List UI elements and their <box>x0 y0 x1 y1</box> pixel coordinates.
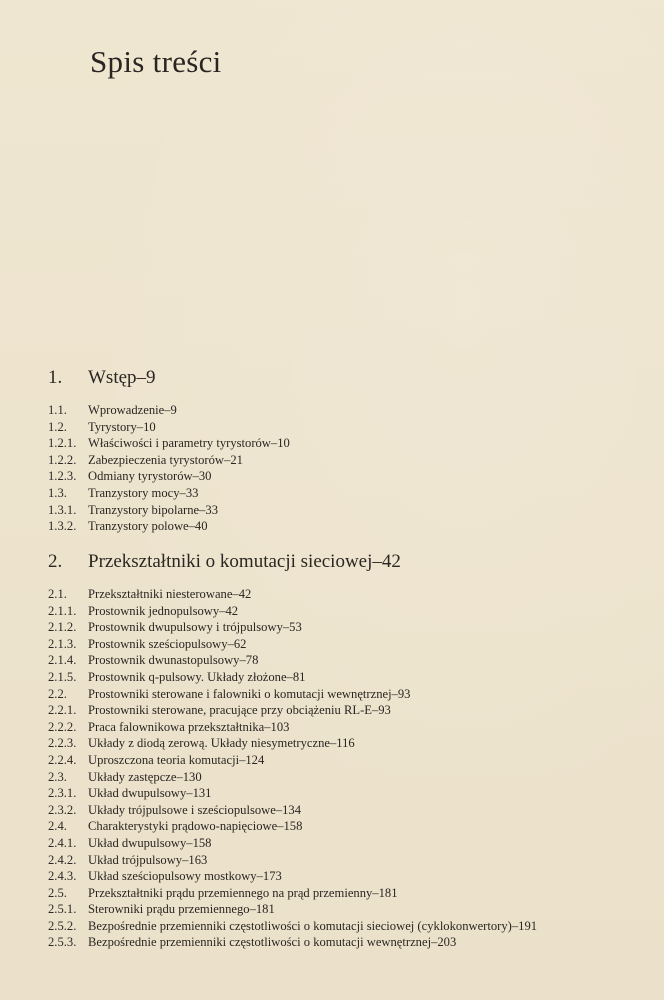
toc-entry-title: Prostowniki sterowane, pracujące przy obciążeniu RL-E–93 <box>88 703 391 718</box>
toc-entry-number: 1.2.2. <box>48 452 77 467</box>
toc-entry-title: Charakterystyki prądowo-napięciowe–158 <box>88 819 303 834</box>
toc-entry-title: Wprowadzenie–9 <box>88 403 177 417</box>
toc-entry <box>48 619 644 636</box>
toc-entry <box>48 603 644 620</box>
toc-entry-title: Prostownik sześciopulsowy–62 <box>88 636 247 651</box>
chapter-number: 1. <box>48 367 63 388</box>
toc-entry-title: Prostownik jednopulsowy–42 <box>88 603 239 618</box>
toc-entry-title: Przekształtniki niesterowane–42 <box>88 587 252 601</box>
toc-entry-number: 1.3. <box>48 485 67 500</box>
toc-entry-title: Układy z diodą zerową. Układy niesymetryczne–116 <box>88 736 355 751</box>
toc-entry-number: 2.3.2. <box>48 802 77 817</box>
toc-entry-title: Praca falownikowa przekształtnika–103 <box>88 719 290 734</box>
toc-entry-title: Uproszczona teoria komutacji–124 <box>88 752 265 767</box>
chapter-title: Wstęp–9 <box>88 367 156 388</box>
toc-entry-number: 2.4.1. <box>48 835 77 850</box>
toc-entry-number: 2.3. <box>48 769 67 784</box>
toc-entry-title: Zabezpieczenia tyrystorów–21 <box>88 452 243 467</box>
toc-entry-number: 1.3.1. <box>48 502 77 517</box>
toc-entry-number: 2.5.2. <box>48 918 77 933</box>
toc-entry-number: 2.2.2. <box>48 719 77 734</box>
toc-entry-number: 2.2. <box>48 686 67 701</box>
toc-entry-number: 1.2. <box>48 419 67 434</box>
toc-entry <box>48 818 644 835</box>
toc-entry-number: 1.2.1. <box>48 436 77 451</box>
chapter-entries <box>48 586 644 951</box>
toc-entry-title: Prostownik q-pulsowy. Układy złożone–81 <box>88 669 306 684</box>
toc-entry-number: 2.5. <box>48 885 67 900</box>
toc-entry-title: Tranzystory bipolarne–33 <box>88 502 219 517</box>
chapter-1 <box>48 367 644 535</box>
toc-entry <box>48 686 644 703</box>
toc-entry <box>48 835 644 852</box>
toc-entry-number: 2.4. <box>48 819 67 834</box>
toc-entry-title: Prostowniki sterowane i falowniki o komutacji wewnętrznej–93 <box>88 686 411 701</box>
toc-entry-number: 2.2.3. <box>48 736 77 751</box>
toc-entry <box>48 785 644 802</box>
page-title: Spis treści <box>90 44 222 79</box>
toc-entry <box>48 468 644 485</box>
toc-entry <box>48 769 644 786</box>
toc-entry <box>48 752 644 769</box>
toc-entry-number: 2.1.2. <box>48 620 77 635</box>
toc-entry <box>48 702 644 719</box>
toc-entry <box>48 868 644 885</box>
toc-entry-title: Bezpośrednie przemienniki częstotliwości o komutacji sieciowej (cyklokonwertory)–191 <box>88 918 538 933</box>
toc-entry-title: Tyrystory–10 <box>88 419 156 434</box>
chapter-heading <box>48 551 644 577</box>
toc-entry <box>48 402 644 419</box>
toc-entry <box>48 435 644 452</box>
toc-entry-title: Właściwości i parametry tyrystorów–10 <box>88 436 290 451</box>
toc-entry <box>48 719 644 736</box>
chapter-heading <box>48 367 644 393</box>
toc-entry-title: Tranzystory mocy–33 <box>88 485 199 500</box>
toc-entry <box>48 586 644 603</box>
toc-entry-title: Układ dwupulsowy–131 <box>88 786 212 801</box>
toc-entry-title: Prostownik dwunastopulsowy–78 <box>88 653 259 668</box>
toc-entry-title: Układ dwupulsowy–158 <box>88 835 212 850</box>
chapter-2 <box>48 551 644 951</box>
toc-entry-title: Bezpośrednie przemienniki częstotliwości o komutacji wewnętrznej–203 <box>88 935 457 950</box>
toc-entry <box>48 918 644 935</box>
toc-entry-title: Układ trójpulsowy–163 <box>88 852 208 867</box>
toc-entry <box>48 885 644 902</box>
toc-entry <box>48 419 644 436</box>
toc-entry <box>48 502 644 519</box>
toc-entry-number: 2.1.5. <box>48 669 77 684</box>
toc-entry-number: 2.4.2. <box>48 852 77 867</box>
toc-entry <box>48 452 644 469</box>
chapter-entries <box>48 402 644 535</box>
toc-entry-number: 2.1. <box>48 587 67 601</box>
toc-entry-number: 2.1.3. <box>48 636 77 651</box>
toc-entry-number: 1.2.3. <box>48 469 77 484</box>
chapter-title: Przekształtniki o komutacji sieciowej–42 <box>88 551 401 572</box>
toc-entry <box>48 901 644 918</box>
toc-entry-number: 2.2.1. <box>48 703 77 718</box>
toc-entry-title: Tranzystory polowe–40 <box>88 519 208 534</box>
toc-entry-title: Układy zastępcze–130 <box>88 769 202 784</box>
toc-entry <box>48 934 644 951</box>
toc-entry-number: 1.3.2. <box>48 519 77 534</box>
toc-entry <box>48 652 644 669</box>
toc-entry <box>48 485 644 502</box>
toc-entry-title: Przekształtniki prądu przemiennego na prąd przemienny–181 <box>88 885 398 900</box>
toc-entry-title: Prostownik dwupulsowy i trójpulsowy–53 <box>88 620 302 635</box>
toc-entry <box>48 636 644 653</box>
toc-entry-title: Układ sześciopulsowy mostkowy–173 <box>88 869 282 884</box>
toc-entry-number: 2.5.1. <box>48 902 77 917</box>
toc-entry-number: 2.1.4. <box>48 653 77 668</box>
toc-entry-title: Układy trójpulsowe i sześciopulsowe–134 <box>88 802 302 817</box>
toc-entry <box>48 802 644 819</box>
chapter-number: 2. <box>48 551 63 572</box>
toc-entry-number: 1.1. <box>48 403 67 417</box>
toc-entry-number: 2.3.1. <box>48 786 77 801</box>
toc-entry-number: 2.2.4. <box>48 752 77 767</box>
toc-entry-number: 2.1.1. <box>48 603 77 618</box>
toc-entry <box>48 735 644 752</box>
toc-entry-title: Odmiany tyrystorów–30 <box>88 469 212 484</box>
toc-entry-number: 2.5.3. <box>48 935 77 950</box>
toc-entry-number: 2.4.3. <box>48 869 77 884</box>
toc-entry <box>48 852 644 869</box>
toc-entry-title: Sterowniki prądu przemiennego–181 <box>88 902 275 917</box>
toc-entry <box>48 518 644 535</box>
toc-entry <box>48 669 644 686</box>
